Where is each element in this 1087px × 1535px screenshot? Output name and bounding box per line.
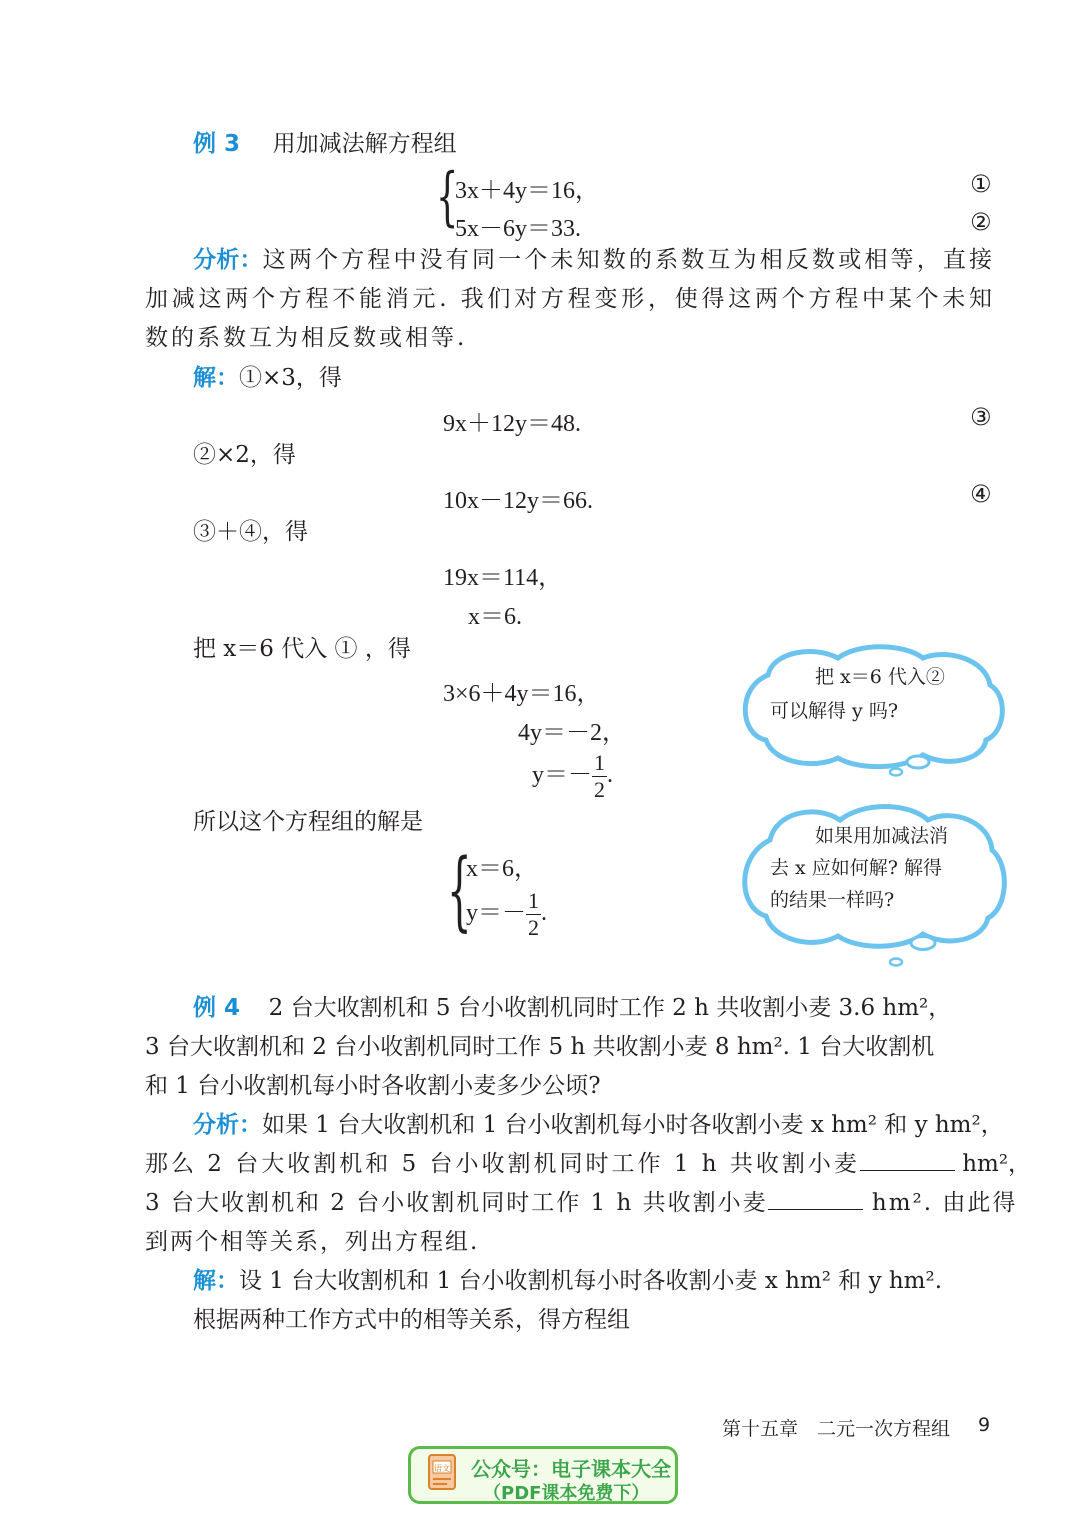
banner-line-1: 公众号：电子课本大全	[471, 1457, 671, 1481]
chapter-title: 第十五章 二元一次方程组	[722, 1418, 951, 1440]
equation-8: 4y＝－2，	[518, 720, 626, 746]
example4-problem-1: 2 台大收割机和 5 台小收割机同时工作 2 h 共收割小麦 3.6 hm²，	[268, 995, 952, 1021]
example3-title: 用加减法解方程组	[272, 131, 457, 157]
example4-problem-2: 3 台大收割机和 2 台小收割机同时工作 5 h 共收割小麦 8 hm². 1 台大收割机	[145, 1034, 935, 1060]
equation-1: 3x＋4y＝16，	[455, 178, 599, 204]
fraction-numerator: 1	[594, 750, 605, 775]
conclusion-text: 所以这个方程组的解是	[193, 809, 423, 835]
example3-label: 例 3	[193, 131, 241, 157]
solution-brace: {	[447, 841, 472, 941]
analysis-text: 这两个方程中没有同一个未知数的系数互为相反数或相等，直接加减这两个方程不能消元. 我们对方程变形，使得这两个方程中某个未知数的系数互为相反数或相等.	[145, 247, 996, 351]
example4-analysis-text-2b: hm²，	[954, 1151, 1032, 1177]
equation-9-period: .	[607, 762, 613, 789]
solution-step-1	[193, 364, 342, 392]
system-brace: {	[436, 160, 459, 234]
solution-step-1-text: ①×3，得	[239, 365, 342, 391]
fraction-one-half	[592, 752, 607, 801]
cloud-1-line-2: 可以解得 y 吗?	[770, 700, 898, 722]
example4-analysis-label: 分析：	[193, 1112, 262, 1138]
example4-analysis-text-1: 如果 1 台大收割机和 1 台小收割机每小时各收割小麦 x hm² 和 y hm²，	[262, 1112, 1004, 1138]
example4-problem-3: 和 1 台小收割机每小时各收割小麦多少公顷?	[145, 1073, 601, 1099]
book-icon-text: 语文	[434, 1464, 450, 1473]
solution-step-2: ②×2，得	[193, 442, 296, 468]
equation-4: 10x－12y＝66.	[443, 488, 593, 514]
equation-9-prefix: y＝－	[532, 762, 592, 789]
cloud-2-line-2: 去 x 应如何解? 解得	[770, 857, 943, 879]
solution-y	[466, 890, 547, 939]
fraction-denominator: 2	[594, 777, 605, 802]
solution-y-period: .	[541, 900, 547, 927]
example4-analysis-1	[193, 1111, 1004, 1139]
equation-7: 3×6＋4y＝16，	[443, 681, 601, 707]
equation-3: 9x＋12y＝48.	[443, 411, 581, 437]
example4-analysis-4: 到两个相等关系，列出方程组.	[145, 1229, 480, 1255]
equation-mark-3: ③	[970, 403, 992, 431]
cloud-2-line-3: 的结果一样吗?	[770, 889, 895, 911]
example4-solution-label: 解：	[193, 1268, 239, 1294]
example4-solution-2: 根据两种工作方式中的相等关系，得方程组	[193, 1307, 630, 1333]
page-number: 9	[978, 1414, 991, 1436]
equation-5: 19x＝114，	[443, 565, 563, 591]
equation-6: x＝6.	[468, 604, 522, 630]
example4-analysis-2	[145, 1150, 1031, 1178]
example4-analysis-text-3b: hm². 由此得	[862, 1190, 1018, 1216]
example4-analysis-text-2a: 那么 2 台大收割机和 5 台小收割机同时工作 1 h 共收割小麦	[145, 1151, 860, 1177]
cloud-1-line-1: 把 x＝6 代入②	[815, 666, 945, 688]
fill-in-blank-1[interactable]	[860, 1150, 955, 1171]
fill-in-blank-2[interactable]	[768, 1189, 863, 1210]
book-icon	[425, 1453, 461, 1497]
equation-9	[532, 752, 613, 801]
cloud-2-line-1: 如果用加减法消	[815, 825, 949, 847]
example4-solution-text-1: 设 1 台大收割机和 1 台小收割机每小时各收割小麦 x hm² 和 y hm².	[239, 1268, 943, 1294]
solution-y-prefix: y＝－	[466, 900, 526, 927]
example3-analysis	[145, 241, 995, 358]
example3-heading	[193, 130, 457, 158]
solution-label: 解：	[193, 365, 239, 391]
equation-2: 5x－6y＝33.	[455, 216, 581, 242]
analysis-label: 分析：	[193, 247, 263, 273]
solution-step-3: ③＋④，得	[193, 519, 308, 545]
equation-mark-1: ①	[970, 170, 992, 198]
equation-mark-4: ④	[970, 480, 992, 508]
banner-line-2: （PDF课本免费下）	[483, 1483, 650, 1504]
example4-label: 例 4	[193, 995, 241, 1021]
solution-fraction	[526, 890, 541, 939]
solution-fraction-numerator: 1	[528, 888, 539, 913]
solution-fraction-denominator: 2	[528, 915, 539, 940]
example4-analysis-text-3a: 3 台大收割机和 2 台小收割机同时工作 1 h 共收割小麦	[145, 1190, 768, 1216]
solution-x: x＝6，	[466, 856, 538, 882]
example4-analysis-3	[145, 1189, 1017, 1217]
example4-solution-1	[193, 1267, 942, 1295]
example4-line-1	[193, 994, 951, 1022]
equation-mark-2: ②	[970, 208, 992, 236]
watermark-banner	[408, 1446, 678, 1504]
solution-step-4: 把 x＝6 代入 ① ，得	[193, 636, 411, 662]
